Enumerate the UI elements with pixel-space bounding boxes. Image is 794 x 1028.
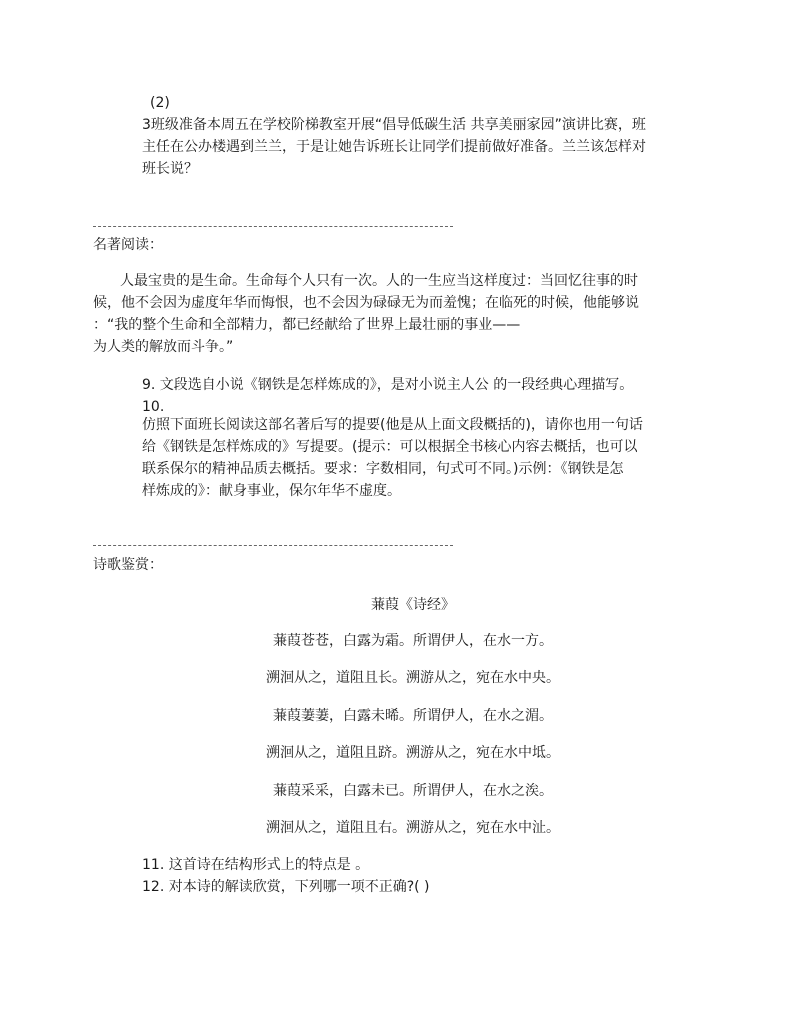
question-line-3: 班长说？ bbox=[142, 161, 198, 177]
poem-line: 蒹葭采采，白露未已。所谓伊人，在水之涘。 bbox=[273, 783, 553, 799]
question-12: 12. 对本诗的解读欣赏，下列哪一项不正确?( ) bbox=[142, 879, 430, 895]
question-10-line-1: 仿照下面班长阅读这部名著后写的提要(他是从上面文段概括的)，请你也用一句话 bbox=[142, 417, 643, 433]
poem-line: 蒹葭萋萋，白露未晞。所谓伊人，在水之湄。 bbox=[273, 708, 553, 724]
poem-line: 溯洄从之，道阻且跻。溯游从之，宛在水中坻。 bbox=[266, 745, 560, 761]
passage-line-4: 为人类的解放而斗争。” bbox=[93, 339, 234, 355]
poem-line: 溯洄从之，道阻且右。溯游从之，宛在水中沚。 bbox=[266, 820, 560, 836]
section-divider bbox=[93, 545, 453, 546]
question-10-line-2: 给《钢铁是怎样炼成的》写提要。(提示：可以根据全书核心内容去概括，也可以 bbox=[142, 439, 638, 455]
poem-title: 蒹葭《诗经》 bbox=[371, 597, 455, 613]
question-10-number: 10. bbox=[142, 399, 165, 415]
question-line-2: 主任在公办楼遇到兰兰，于是让她告诉班长让同学们提前做好准备。兰兰该怎样对 bbox=[142, 139, 646, 155]
section-divider bbox=[93, 226, 453, 227]
question-line-1: 3班级准备本周五在学校阶梯教室开展“倡导低碳生活 共享美丽家园”演讲比赛，班 bbox=[142, 117, 646, 133]
question-10-line-3: 联系保尔的精神品质去概括。要求：字数相同，句式可不同。)示例：《钢铁是怎 bbox=[142, 461, 624, 477]
poem-line: 溯洄从之，道阻且长。溯游从之，宛在水中央。 bbox=[266, 670, 560, 686]
section-heading-poetry: 诗歌鉴赏： bbox=[93, 557, 163, 573]
passage-line-1: 人最宝贵的是生命。生命每个人只有一次。人的一生应当这样度过：当回忆往事的时 bbox=[120, 273, 638, 289]
question-9: 9. 文段选自小说《钢铁是怎样炼成的》，是对小说主人公 的一段经典心理描写。 bbox=[142, 377, 634, 393]
section-heading-mingzhu: 名著阅读： bbox=[93, 237, 163, 253]
question-11: 11. 这首诗在结构形式上的特点是 。 bbox=[142, 857, 370, 873]
passage-line-3: ：“我的整个生命和全部精力，都已经献给了世界上最壮丽的事业—— bbox=[93, 317, 521, 333]
passage-line-2: 候，他不会因为虚度年华而悔恨，也不会因为碌碌无为而羞愧；在临死的时候，他能够说 bbox=[93, 295, 639, 311]
poem-line: 蒹葭苍苍，白露为霜。所谓伊人，在水一方。 bbox=[273, 633, 553, 649]
question-10-line-4: 样炼成的》：献身事业，保尔年华不虚度。 bbox=[142, 483, 401, 499]
question-number: (2) bbox=[150, 95, 170, 111]
